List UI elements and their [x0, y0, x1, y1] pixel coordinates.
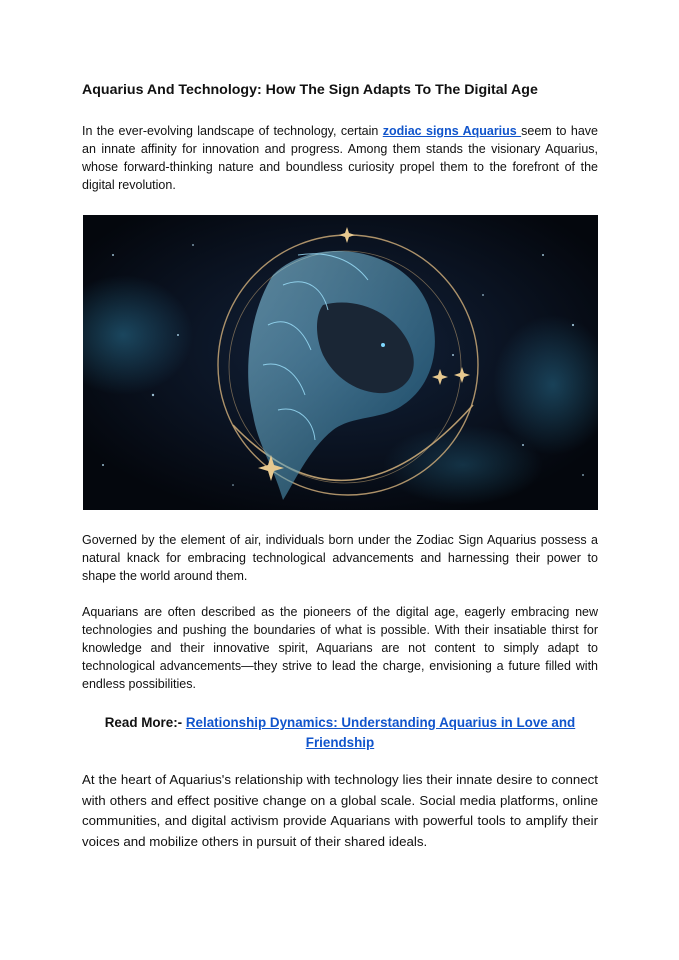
- paragraph-air-element: Governed by the element of air, individuals born under the Zodiac Sign Aquarius possess a natural knack for embracing technological advancements and harnessing their power to shape the world around them.: [82, 533, 598, 583]
- paragraph-connection: At the heart of Aquarius's relationship with technology lies their innate desire to connect with others and effect positive change on a global scale. Social media platforms, online communities, and digital activism provide Aquarians with powerful tools to amplify their voices and mobilize others in pursuit of their shared ideals.: [82, 772, 598, 849]
- relationship-dynamics-link[interactable]: Relationship Dynamics: Understanding Aquarius in Love and Friendship: [185, 715, 576, 750]
- paragraph-pioneers: Aquarians are often described as the pioneers of the digital age, eagerly embracing new technologies and pushing the boundaries of what is possible. With their insatiable thirst for knowledge and their innovative spirit, Aquarians are not content to simply adapt to technological advancements—they strive to lead the charge, envisioning a future filled with endless possibilities.: [82, 605, 598, 691]
- article-title: Aquarius And Technology: How The Sign Adapts To The Digital Age: [82, 82, 538, 98]
- aquarius-lion-image: [83, 215, 598, 510]
- intro-paragraph: [82, 122, 598, 194]
- zodiac-signs-aquarius-link[interactable]: zodiac signs Aquarius: [382, 124, 522, 138]
- intro-text-before: In the ever-evolving landscape of technology, certain: [82, 124, 383, 138]
- aquarius-lion-illustration: [83, 215, 598, 510]
- read-more-label: Read More:-: [104, 715, 186, 730]
- intro-text-after: seem to have an innate affinity for innovation and progress. Among them stands the visionary Aquarius, whose forward-thinking nature and boundless curiosity propel them to the forefront of the digital revolution.: [82, 124, 598, 192]
- read-more-block: [82, 713, 598, 753]
